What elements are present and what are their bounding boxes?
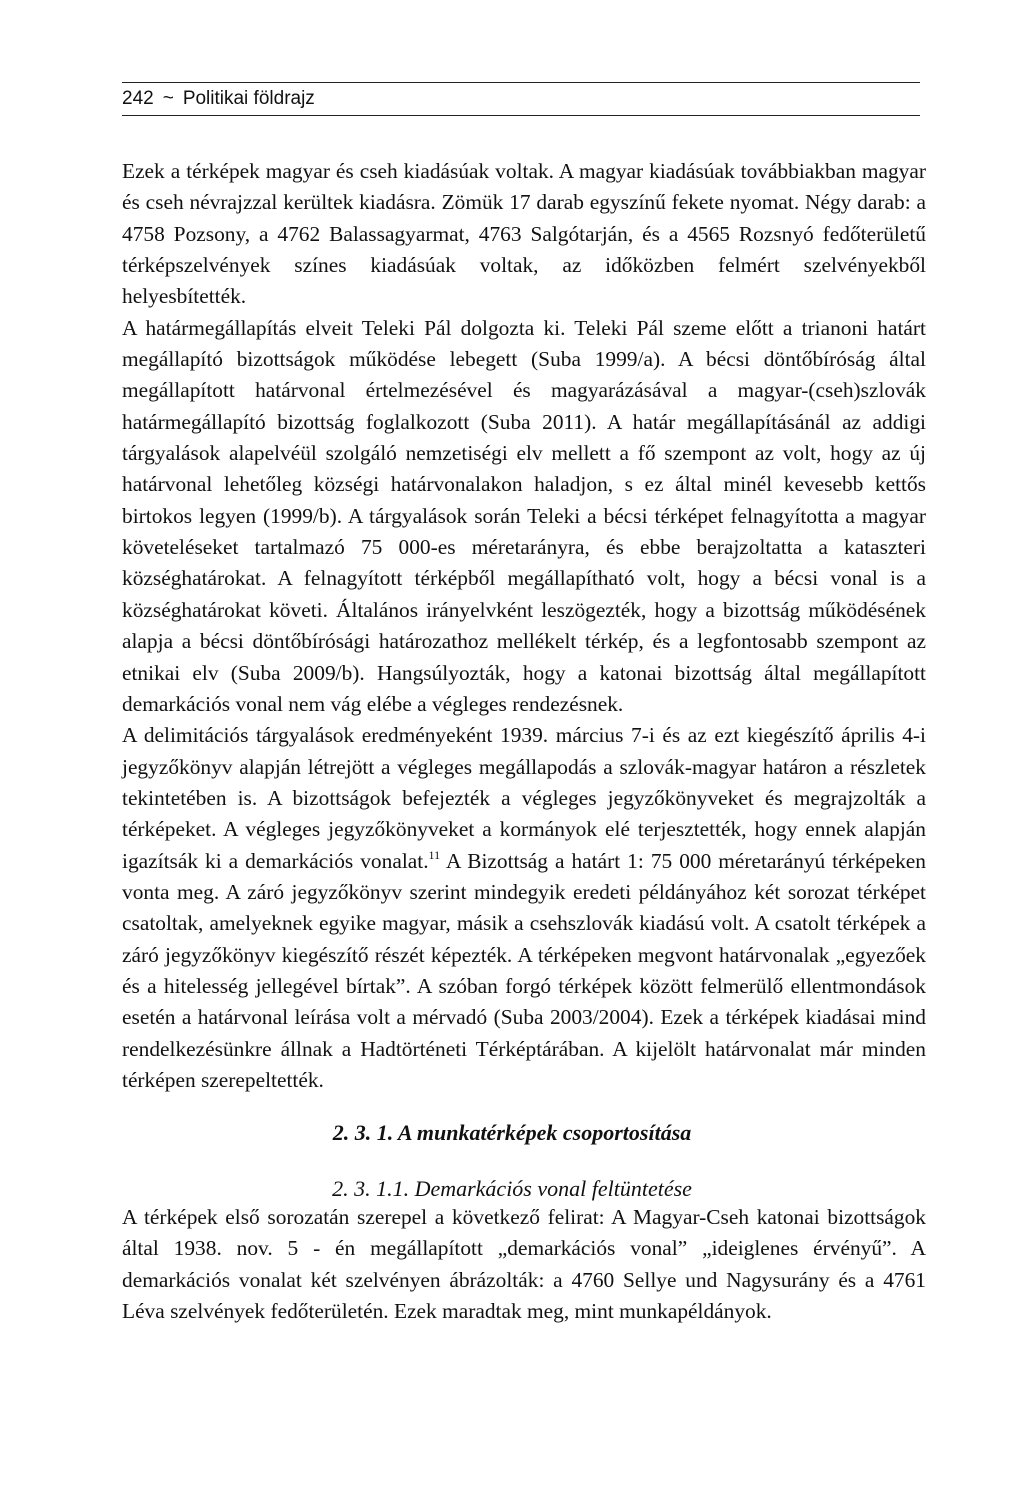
section-text (122, 1202, 926, 1327)
subsection-heading: 2. 3. 1.1. Demarkációs vonal feltüntetése (332, 1176, 692, 1201)
running-title: Politikai földrajz (182, 88, 315, 109)
page-number: 242 (122, 88, 154, 109)
paragraph-text: A Bizottság a határt 1: 75 000 méretarányú térképeken vonta meg. A záró jegyzőkönyv szerint mindegyik eredeti példányához két sorozat térképet csatoltak, amelyeknek egyike magyar, másik a csehszlovák kiadású volt. A csatolt térképek a záró jegyzőkönyv kiegészítő részét képezték. A térképeken megvont határvonalak „egyezőek és a hitelesség jellegével bírtak”. A szóban forgó térképek között felmerülő ellentmondások esetén a határvonal leírása volt a mérvadó (Suba 2003/2004). Ezek a térképek kiadásai mind rendelkezésünkre állnak a Hadtörténeti Térképtárában. A kijelölt határvonalat már minden térképen szerepeltették. (122, 848, 926, 1092)
running-header (122, 82, 920, 116)
footnote-reference: 11 (428, 847, 441, 862)
paragraph: Ezek a térképek magyar és cseh kiadásúak voltak. A magyar kiadásúak továbbiakban magyar és cseh névrajzzal kerültek kiadásra. Zömük 17 darab egyszínű fekete nyomat. Négy darab: a 4758 Pozsony, a 4762 Balassagyarmat, 4763 Salgótarján, és a 4565 Rozsnyó fedőterületű térképszelvények színes kiadásúak voltak, az időközben felmért szelvényekből helyesbítették. (122, 159, 926, 309)
paragraph: A térképek első sorozatán szerepel a következő felirat: A Magyar-Cseh katonai bizottságok által 1938. nov. 5 - én megállapított „demarkációs vonal” „ideiglenes érvényű”. A demarkációs vonalat két szelvényen ábrázolták: a 4760 Sellye und Nagysurány és a 4761 Léva szelvények fedőterületén. Ezek maradtak meg, mint munkapéldányok. (122, 1205, 926, 1324)
paragraph: A határmegállapítás elveit Teleki Pál dolgozta ki. Teleki Pál szeme előtt a trianoni határt megállapító bizottságok működése lebegett (Suba 1999/a). A bécsi döntőbíróság által megállapított határvonal értelmezésével és magyarázásával a magyar-(cseh)szlovák határmegállapító bizottság foglalkozott (Suba 2011). A határ megállapításánál az addigi tárgyalások alapelvéül szolgáló nemzetiségi elv mellett a fő szempont az volt, hogy az új határvonal lehetőleg községi határvonalakon haladjon, s ez által minél kevesebb kettős birtokos legyen (1999/b). A tárgyalások során Teleki a bécsi térképet felnagyította a magyar követeléseket tartalmazó 75 000-es méretarányra, és ebbe berajzoltatta a kataszteri községhatárokat. A felnagyított térképből megállapítható volt, hogy a bécsi vonal is a községhatárokat követi. Általános irányelvként leszögezték, hogy a bizottság működésének alapja a bécsi döntőbírósági határozathoz mellékelt térkép, és a legfontosabb szempont az etnikai elv (Suba 2009/b). Hangsúlyozták, hogy a katonai bizottság által megállapított demarkációs vonal nem vág elébe a végleges rendezésnek. (122, 315, 926, 716)
header-separator: ~ (162, 88, 174, 109)
paragraph (122, 720, 926, 1096)
main-text (122, 156, 926, 1096)
section-heading: 2. 3. 1. A munkatérképek csoportosítása (332, 1120, 692, 1145)
paragraph-text: A delimitációs tárgyalások eredményeként 1939. március 7-i és az ezt kiegészítő április 4-i jegyzőkönyv alapján létrejött a végleges megállapodás a szlovák-magyar határon a részletek tekintetében is. A bizottságok befejezték a végleges jegyzőkönyveket és megrajzolták a térképeket. A végleges jegyzőkönyveket a kormányok elé terjesztették, hogy ennek alapján igazítsák ki a demarkációs vonalat. (122, 723, 926, 873)
